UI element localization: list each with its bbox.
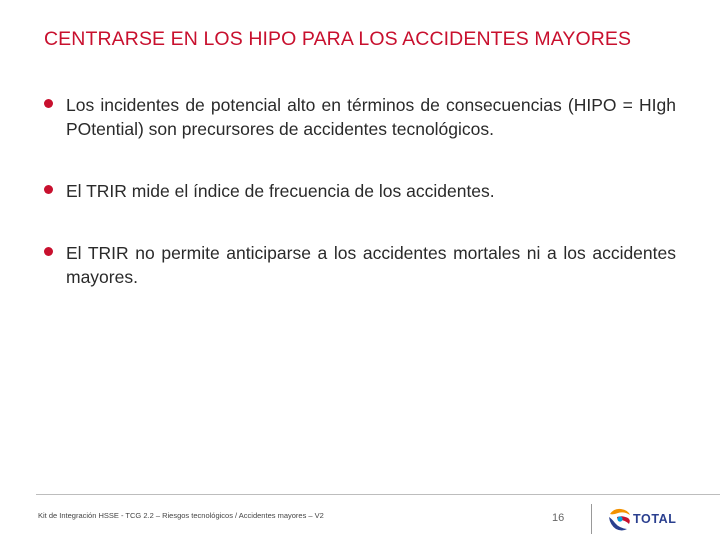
logo-wordmark: TOTAL [633,512,677,526]
bullet-list [44,93,676,289]
bullet-dot-icon [44,185,53,194]
bullet-item [44,179,676,203]
bullet-item [44,93,676,141]
bullet-item [44,241,676,289]
bullet-text: El TRIR mide el índice de frecuencia de los accidentes. [66,181,495,201]
footer-vertical-divider [591,504,592,534]
bullet-text: El TRIR no permite anticiparse a los accidentes mortales ni a los accidentes mayores. [66,243,676,287]
page-number: 16 [552,512,565,524]
footer-divider-line [36,494,720,495]
bullet-dot-icon [44,99,53,108]
bullet-text: Los incidentes de potencial alto en términos de consecuencias (HIPO = HIgh POtential) son precursores de accidentes tecnológicos. [66,95,676,139]
bullet-dot-icon [44,247,53,256]
slide-title: CENTRARSE EN LOS HIPO PARA LOS ACCIDENTES MAYORES [44,28,632,50]
total-logo [606,505,686,533]
total-logo-icon [606,505,634,533]
footer-text: Kit de Integración HSSE - TCG 2.2 – Riesgos tecnológicos / Accidentes mayores – V2 [38,511,324,520]
